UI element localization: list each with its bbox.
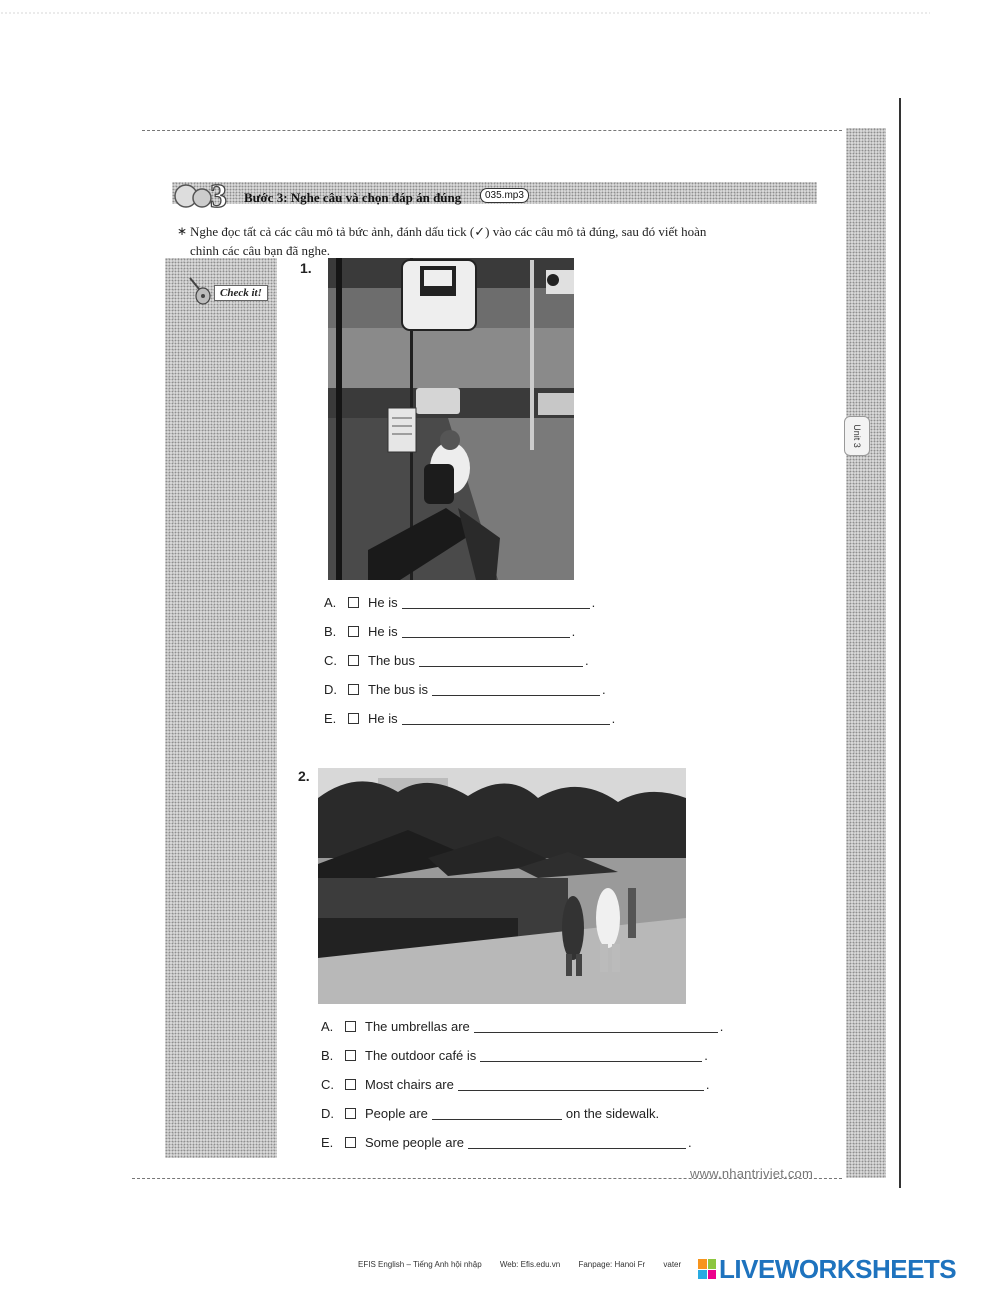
liveworksheets-brand[interactable] [698, 1254, 956, 1284]
answer-suffix: . [719, 1019, 724, 1034]
footer-web: Web: Efis.edu.vn [499, 1260, 561, 1269]
footer-course: EFIS English – Tiếng Anh hội nhập [358, 1260, 482, 1269]
answer-suffix: . [704, 1048, 708, 1063]
instruction-line-2: chỉnh các câu bạn đã nghe. [190, 243, 331, 258]
answer-checkbox[interactable] [348, 597, 359, 608]
answer-checkbox[interactable] [348, 684, 359, 695]
answer-letter: C. [321, 1077, 334, 1092]
answer-prefix: The umbrellas are [365, 1019, 470, 1034]
question-1-number: 1. [300, 260, 312, 276]
answer-suffix: . [601, 682, 606, 697]
answer-checkbox[interactable] [345, 1021, 356, 1032]
answer-suffix: . [584, 653, 589, 668]
answer-blank[interactable] [402, 596, 590, 609]
guitar-icon [186, 276, 214, 306]
check-it-label: Check it! [214, 285, 268, 301]
publisher-website: www.nhantriviet.com [690, 1166, 814, 1181]
answer-suffix: . [571, 624, 576, 639]
answer-blank[interactable] [474, 1020, 718, 1033]
liveworksheets-wordmark: LIVEWORKSHEETS [719, 1253, 957, 1284]
answer-prefix: He is [368, 595, 398, 610]
answer-blank[interactable] [419, 654, 583, 667]
answer-prefix: The bus is [368, 682, 428, 697]
answer-option [321, 1128, 723, 1157]
answer-option [324, 588, 615, 617]
answer-blank[interactable] [458, 1078, 704, 1091]
answer-option [321, 1099, 723, 1128]
answer-letter: D. [324, 682, 337, 697]
answer-checkbox[interactable] [348, 713, 359, 724]
step-number: 3 [210, 178, 227, 212]
instructions [177, 222, 820, 260]
footer-fanpage: Fanpage: Hanoi Fr [578, 1260, 646, 1269]
answer-checkbox[interactable] [345, 1050, 356, 1061]
answer-option [321, 1070, 723, 1099]
answer-prefix: People are [365, 1106, 428, 1121]
answer-letter: D. [321, 1106, 334, 1121]
instruction-bullet: ∗ [177, 224, 188, 238]
bus-stop-photo-icon [328, 258, 574, 580]
answer-blank[interactable] [402, 625, 570, 638]
answer-blank[interactable] [432, 683, 600, 696]
left-shaded-column [165, 258, 277, 1158]
answer-suffix: . [688, 1135, 692, 1150]
right-edge-line [899, 98, 901, 1188]
answer-blank[interactable] [402, 712, 610, 725]
scan-top-dots [0, 12, 930, 14]
liveworksheets-logo-icon [698, 1259, 716, 1279]
answer-option [324, 675, 615, 704]
outdoor-cafe-photo-icon [318, 768, 686, 1004]
answer-suffix: . [591, 595, 596, 610]
answer-letter: C. [324, 653, 337, 668]
answer-blank[interactable] [432, 1107, 562, 1120]
check-it-callout [186, 276, 276, 306]
answer-letter: B. [324, 624, 337, 639]
answer-prefix: He is [368, 624, 398, 639]
answer-letter: A. [321, 1019, 334, 1034]
page-footer [358, 1260, 719, 1269]
answer-option [321, 1012, 723, 1041]
question-2-answers [321, 1012, 723, 1157]
answer-letter: E. [321, 1135, 334, 1150]
question-2-number: 2. [298, 768, 310, 784]
answer-option [321, 1041, 723, 1070]
answer-letter: A. [324, 595, 337, 610]
answer-option [324, 617, 615, 646]
answer-option [324, 704, 615, 733]
answer-letter: B. [321, 1048, 334, 1063]
answer-checkbox[interactable] [348, 655, 359, 666]
unit-tab [844, 416, 870, 456]
step-number-badge-icon [172, 174, 238, 212]
answer-suffix: . [705, 1077, 710, 1092]
answer-prefix: He is [368, 711, 398, 726]
answer-blank[interactable] [468, 1136, 686, 1149]
answer-letter: E. [324, 711, 337, 726]
section-title: Bước 3: Nghe câu và chọn đáp án đúng [244, 190, 462, 205]
outdoor-cafe-photo [318, 768, 686, 1004]
question-1-answers [324, 588, 615, 733]
instruction-line-1: Nghe đọc tất cả các câu mô tả bức ảnh, đánh dấu tick (✓) vào các câu mô tả đúng, sau đó viết hoàn [190, 224, 707, 239]
top-dashed-border [142, 130, 842, 131]
answer-suffix: . [611, 711, 616, 726]
audio-file-badge[interactable]: 035.mp3 [480, 188, 529, 203]
answer-checkbox[interactable] [348, 626, 359, 637]
unit-tab-label: Unit 3 [851, 424, 862, 448]
section-header [172, 174, 817, 212]
answer-suffix: on the sidewalk. [565, 1106, 660, 1121]
answer-option [324, 646, 615, 675]
worksheet-page [142, 98, 900, 1183]
answer-checkbox[interactable] [345, 1108, 356, 1119]
answer-prefix: Some people are [365, 1135, 465, 1150]
answer-prefix: The bus [368, 653, 415, 668]
bus-stop-photo [328, 258, 574, 580]
answer-blank[interactable] [480, 1049, 702, 1062]
answer-checkbox[interactable] [345, 1079, 356, 1090]
answer-prefix: The outdoor café is [365, 1048, 477, 1063]
answer-prefix: Most chairs are [365, 1077, 454, 1092]
answer-checkbox[interactable] [345, 1137, 356, 1148]
right-shaded-strip [846, 128, 886, 1178]
footer-partial: vater [663, 1260, 682, 1269]
